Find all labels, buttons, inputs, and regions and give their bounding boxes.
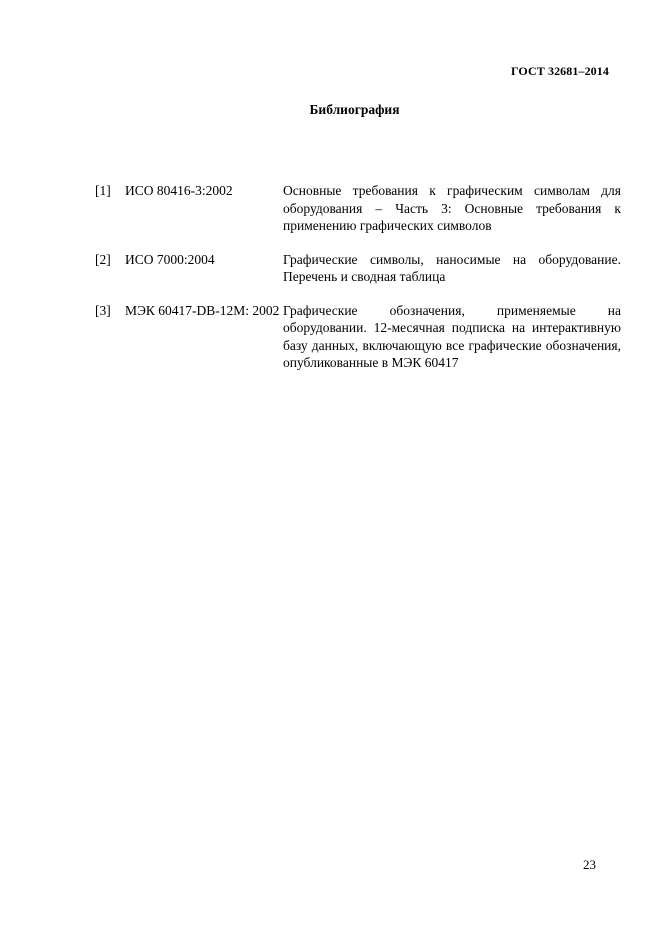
bibliography-list — [95, 182, 621, 372]
entry-description: Графические символы, наносимые на оборудование. Перечень и сводная таблица — [283, 251, 621, 284]
entry-number: [3] — [95, 302, 111, 318]
bibliography-entry — [95, 182, 621, 235]
page-title: Библиография — [309, 102, 400, 117]
page-number: 23 — [583, 857, 596, 872]
entry-number: [2] — [95, 251, 111, 267]
entry-number: [1] — [95, 183, 111, 198]
entry-description: Основные требования к графическим символам для оборудования – Часть 3: Основные требования к применению графических символов — [283, 183, 621, 233]
entry-reference: ИСО 80416-3:2002 — [125, 183, 233, 198]
bibliography-entry — [95, 251, 621, 286]
entry-description: Графические обозначения, применяемые на оборудовании. 12-месячная подписка на интерактивную базу данных, включающую все графические обозначения, опубликованные в МЭК 60417 — [283, 302, 621, 370]
entry-reference: ИСО 7000:2004 — [125, 251, 215, 267]
entry-reference: МЭК 60417-DB-12M: 2002 — [125, 302, 280, 318]
document-code: ГОСТ 32681–2014 — [511, 64, 609, 78]
bibliography-entry — [95, 302, 621, 372]
